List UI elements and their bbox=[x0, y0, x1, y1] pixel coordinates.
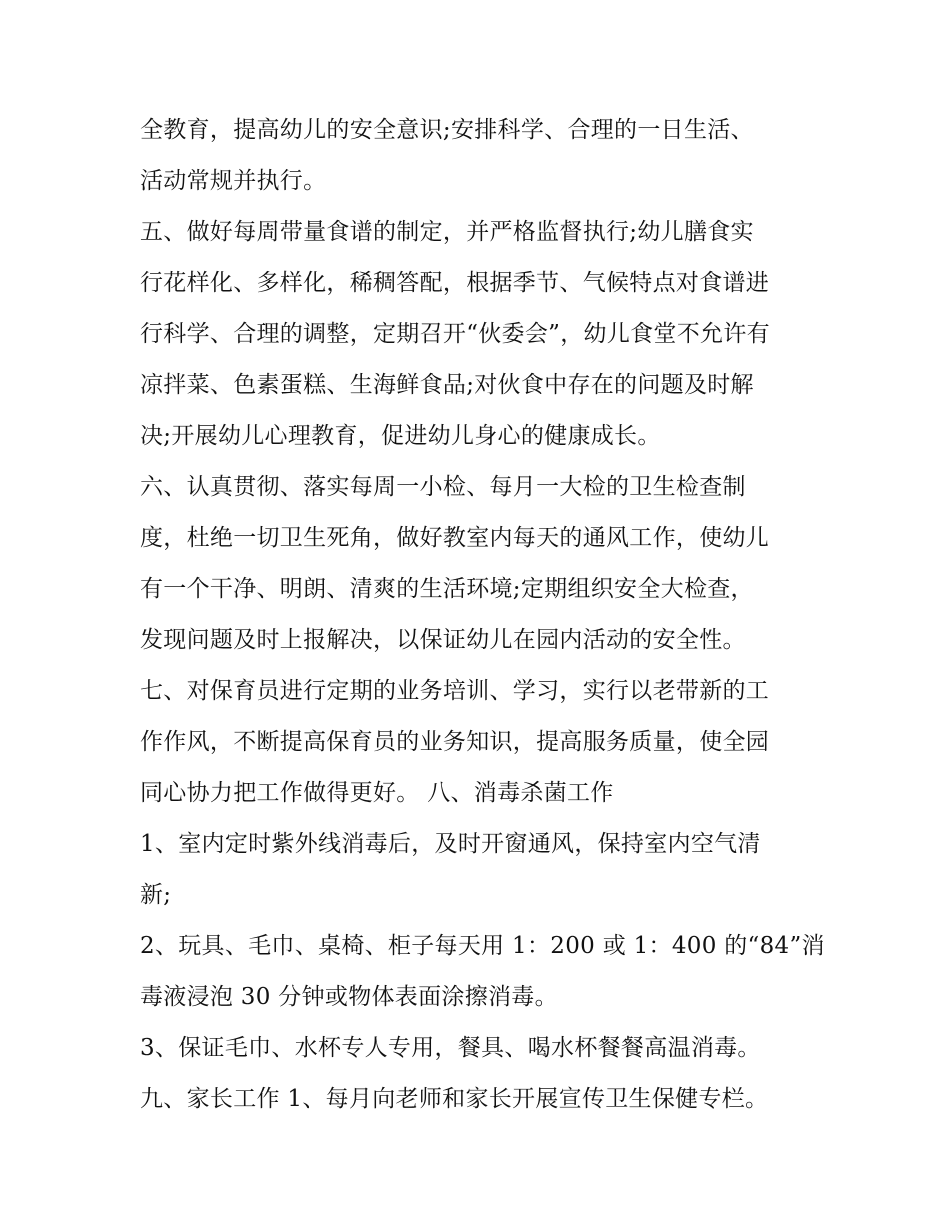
text-line: 六、认真贯彻、落实每周一小检、每月一大检的卫生检查制 bbox=[140, 474, 746, 500]
document-body bbox=[140, 105, 825, 1125]
text-line: 作作风，不断提高保育员的业务知识，提高服务质量，使全园 bbox=[140, 729, 770, 755]
text-line: 有一个干净、明朗、清爽的生活环境;定期组织安全大检查， bbox=[140, 576, 754, 602]
text-line: 七、对保育员进行定期的业务培训、学习，实行以老带新的工 bbox=[140, 678, 770, 704]
text-line: 凉拌菜、色素蛋糕、生海鲜食品;对伙食中存在的问题及时解 bbox=[140, 372, 754, 398]
text-line: 行科学、合理的调整，定期召开“伙委会”，幼儿食堂不允许有 bbox=[140, 321, 770, 347]
text-line: 五、做好每周带量食谱的制定，并严格监督执行;幼儿膳食实 bbox=[140, 219, 754, 245]
text-line: 毒液浸泡 30 分钟或物体表面涂擦消毒。 bbox=[140, 984, 558, 1010]
text-line: 同心协力把工作做得更好。 八、消毒杀菌工作 bbox=[140, 780, 614, 806]
text-line: 九、家长工作 1、每月向老师和家长开展宣传卫生保健专栏。 bbox=[140, 1086, 769, 1112]
text-line: 2、玩具、毛巾、桌椅、柜子每天用 1：200 或 1：400 的“84”消 bbox=[140, 933, 825, 959]
text-line: 3、保证毛巾、水杯专人专用，餐具、喝水杯餐餐高温消毒。 bbox=[140, 1035, 761, 1061]
text-line: 新; bbox=[140, 882, 172, 908]
text-line: 决;开展幼儿心理教育，促进幼儿身心的健康成长。 bbox=[140, 423, 661, 449]
text-line: 度，杜绝一切卫生死角，做好教室内每天的通风工作，使幼儿 bbox=[140, 525, 770, 551]
text-line: 1、室内定时紫外线消毒后，及时开窗通风，保持室内空气清 bbox=[140, 831, 761, 857]
text-line: 全教育，提高幼儿的安全意识;安排科学、合理的一日生活、 bbox=[140, 117, 754, 143]
text-line: 发现问题及时上报解决，以保证幼儿在园内活动的安全性。 bbox=[140, 627, 746, 653]
text-line: 行花样化、多样化，稀稠答配，根据季节、气候特点对食谱进 bbox=[140, 270, 770, 296]
text-line: 活动常规并执行。 bbox=[140, 168, 327, 194]
